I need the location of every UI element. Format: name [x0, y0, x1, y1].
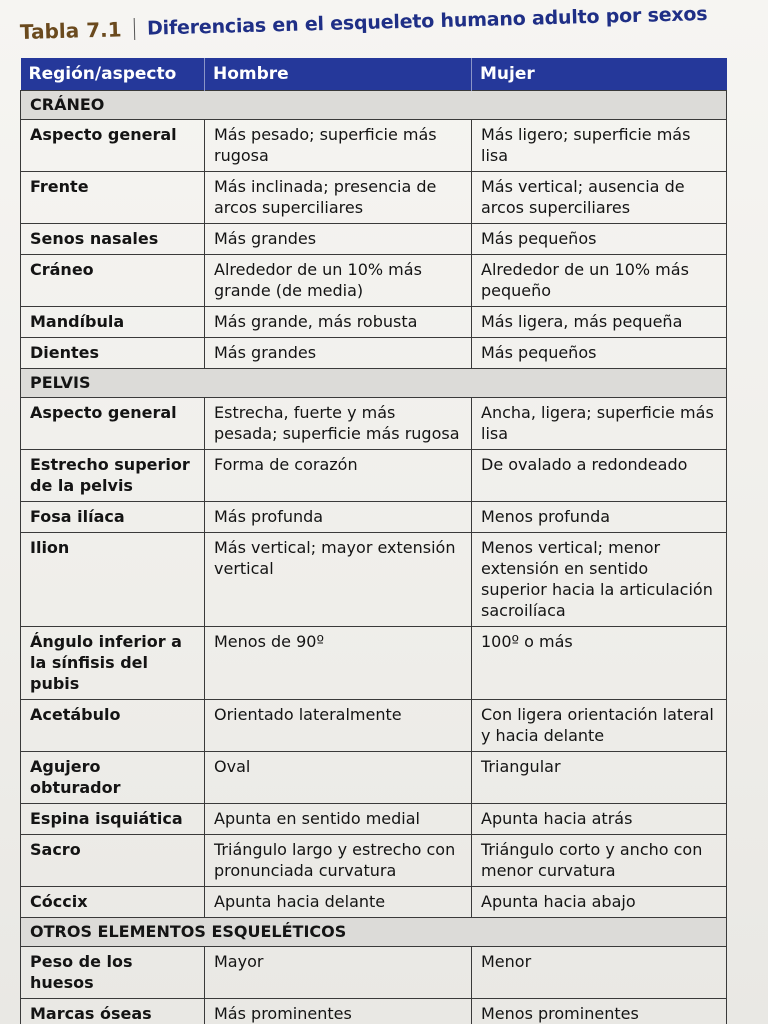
female-cell: Triangular [472, 752, 727, 804]
table-row [21, 502, 727, 533]
male-cell: Forma de corazón [205, 450, 472, 502]
female-cell: Alrededor de un 10% más pequeño [472, 255, 727, 307]
table-row [21, 398, 727, 450]
male-cell: Más prominentes [205, 999, 472, 1024]
female-cell: Menos prominentes [472, 999, 727, 1024]
table-row [21, 835, 727, 887]
male-cell: Oval [205, 752, 472, 804]
region-cell: Frente [21, 172, 205, 224]
male-cell: Más vertical; mayor extensión vertical [205, 533, 472, 627]
region-cell: Fosa ilíaca [21, 502, 205, 533]
region-cell: Espina isquiática [21, 804, 205, 835]
female-cell: Apunta hacia abajo [472, 887, 727, 918]
table-row [21, 700, 727, 752]
table-caption [20, 0, 741, 50]
table-row [21, 947, 727, 999]
table-number: Tabla 7.1 [19, 17, 122, 44]
table-row [21, 172, 727, 224]
section-heading: CRÁNEO [21, 91, 727, 120]
male-cell: Triángulo largo y estrecho con pronunciada curvatura [205, 835, 472, 887]
female-cell: Más pequeños [472, 224, 727, 255]
table-row [21, 804, 727, 835]
region-cell: Estrecho superior de la pelvis [21, 450, 205, 502]
column-header-female: Mujer [472, 58, 727, 91]
section-row [21, 91, 727, 120]
region-cell: Marcas óseas [21, 999, 205, 1024]
section-row [21, 918, 727, 947]
male-cell: Más grande, más robusta [205, 307, 472, 338]
region-cell: Ilion [21, 533, 205, 627]
female-cell: Ancha, ligera; superficie más lisa [472, 398, 727, 450]
region-cell: Senos nasales [21, 224, 205, 255]
table-row [21, 627, 727, 700]
region-cell: Acetábulo [21, 700, 205, 752]
male-cell: Más grandes [205, 224, 472, 255]
table-row [21, 255, 727, 307]
male-cell: Más profunda [205, 502, 472, 533]
female-cell: Apunta hacia atrás [472, 804, 727, 835]
male-cell: Más inclinada; presencia de arcos superciliares [205, 172, 472, 224]
male-cell: Alrededor de un 10% más grande (de media) [205, 255, 472, 307]
table-row [21, 120, 727, 172]
male-cell: Menos de 90º [205, 627, 472, 700]
table-body [21, 91, 727, 1024]
female-cell: Menos vertical; menor extensión en sentido superior hacia la articulación sacroilíaca [472, 533, 727, 627]
region-cell: Aspecto general [21, 398, 205, 450]
region-cell: Cóccix [21, 887, 205, 918]
column-header-region: Región/aspecto [21, 58, 205, 91]
female-cell: Menos profunda [472, 502, 727, 533]
female-cell: Más pequeños [472, 338, 727, 369]
section-heading: PELVIS [21, 369, 727, 398]
region-cell: Mandíbula [21, 307, 205, 338]
table-row [21, 752, 727, 804]
section-heading: OTROS ELEMENTOS ESQUELÉTICOS [21, 918, 727, 947]
male-cell: Más pesado; superficie más rugosa [205, 120, 472, 172]
male-cell: Orientado lateralmente [205, 700, 472, 752]
table-title: Diferencias en el esqueleto humano adulto por sexos [146, 3, 708, 40]
table-row [21, 307, 727, 338]
region-cell: Aspecto general [21, 120, 205, 172]
table-row [21, 450, 727, 502]
caption-divider [133, 18, 135, 40]
male-cell: Estrecha, fuerte y más pesada; superficie más rugosa [205, 398, 472, 450]
female-cell: Más ligero; superficie más lisa [472, 120, 727, 172]
region-cell: Dientes [21, 338, 205, 369]
region-cell: Sacro [21, 835, 205, 887]
female-cell: 100º o más [472, 627, 727, 700]
male-cell: Apunta hacia delante [205, 887, 472, 918]
region-cell: Ángulo inferior a la sínfisis del pubis [21, 627, 205, 700]
female-cell: Con ligera orientación lateral y hacia delante [472, 700, 727, 752]
table-row [21, 999, 727, 1024]
female-cell: Más ligera, más pequeña [472, 307, 727, 338]
female-cell: Triángulo corto y ancho con menor curvatura [472, 835, 727, 887]
region-cell: Agujero obturador [21, 752, 205, 804]
header-row [21, 58, 727, 91]
table-row [21, 887, 727, 918]
table-row [21, 338, 727, 369]
comparison-table [20, 58, 727, 1024]
table-row [21, 224, 727, 255]
region-cell: Peso de los huesos [21, 947, 205, 999]
table-row [21, 533, 727, 627]
section-row [21, 369, 727, 398]
column-header-male: Hombre [205, 58, 472, 91]
male-cell: Mayor [205, 947, 472, 999]
region-cell: Cráneo [21, 255, 205, 307]
female-cell: De ovalado a redondeado [472, 450, 727, 502]
female-cell: Más vertical; ausencia de arcos superciliares [472, 172, 727, 224]
male-cell: Más grandes [205, 338, 472, 369]
male-cell: Apunta en sentido medial [205, 804, 472, 835]
female-cell: Menor [472, 947, 727, 999]
